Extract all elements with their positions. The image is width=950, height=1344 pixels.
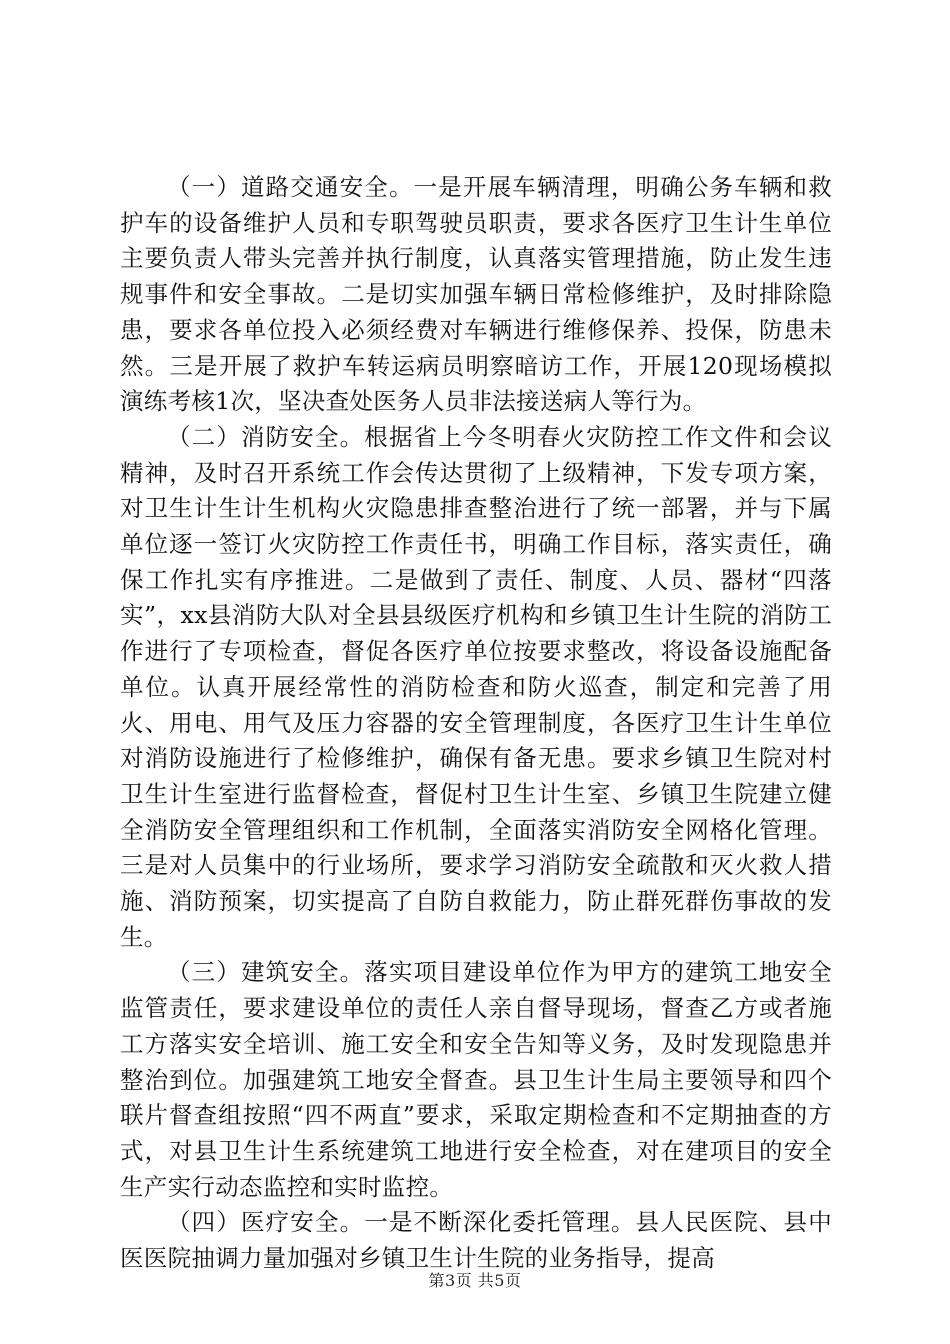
paragraph-medical-safety: （四）医疗安全。一是不断深化委托管理。县人民医院、县中医医院抽调力量加强对乡镇卫生计生院的业务指导，提高 (120, 1208, 832, 1273)
document-body (120, 170, 832, 1277)
paragraph-construction-safety: （三）建筑安全。落实项目建设单位作为甲方的建筑工地安全监管责任，要求建设单位的责任人亲自督导现场，督查乙方或者施工方落实安全培训、施工安全和安全告知等义务，及时发现隐患并整治到位。加强建筑工地安全督查。县卫生计生局主要领导和四个联片督查组按照“四不两直”要求，采取定期检查和不定期抽查的方式，对县卫生计生系统建筑工地进行安全检查，对在建项目的安全生产实行动态监控和实时监控。 (120, 958, 832, 1201)
paragraph-fire-safety: （二）消防安全。根据省上今冬明春火灾防控工作文件和会议精神，及时召开系统工作会传达贯彻了上级精神，下发专项方案，对卫生计生计生机构火灾隐患排查整治进行了统一部署，并与下属单位逐一签订火灾防控工作责任书，明确工作目标，落实责任，确保工作扎实有序推进。二是做到了责任、制度、人员、器材“四落实”，xx县消防大队对全县县级医疗机构和乡镇卫生计生院的消防工作进行了专项检查，督促各医疗单位按要求整改，将设备设施配备单位。认真开展经常性的消防检查和防火巡查，制定和完善了用火、用电、用气及压力容器的安全管理制度，各医疗卫生计生单位对消防设施进行了检修维护，确保有备无患。要求乡镇卫生院对村卫生计生室进行监督检查，督促村卫生计生室、乡镇卫生院建立健全消防安全管理组织和工作机制，全面落实消防安全网格化管理。三是对人员集中的行业场所，要求学习消防安全疏散和灭火救人措施、消防预案，切实提高了自防自救能力，防止群死群伤事故的发生。 (120, 422, 832, 951)
page-footer: 第3页 共5页 (428, 1271, 522, 1290)
paragraph-road-traffic-safety: （一）道路交通安全。一是开展车辆清理，明确公务车辆和救护车的设备维护人员和专职驾驶员职责，要求各医疗卫生计生单位主要负责人带头完善并执行制度，认真落实管理措施，防止发生违规事件和安全事故。二是切实加强车辆日常检修维护，及时排除隐患，要求各单位投入必须经费对车辆进行维修保养、投保，防患未然。三是开展了救护车转运病员明察暗访工作，开展120现场模拟演练考核1次，坚决查处医务人员非法接送病人等行为。 (120, 173, 832, 416)
